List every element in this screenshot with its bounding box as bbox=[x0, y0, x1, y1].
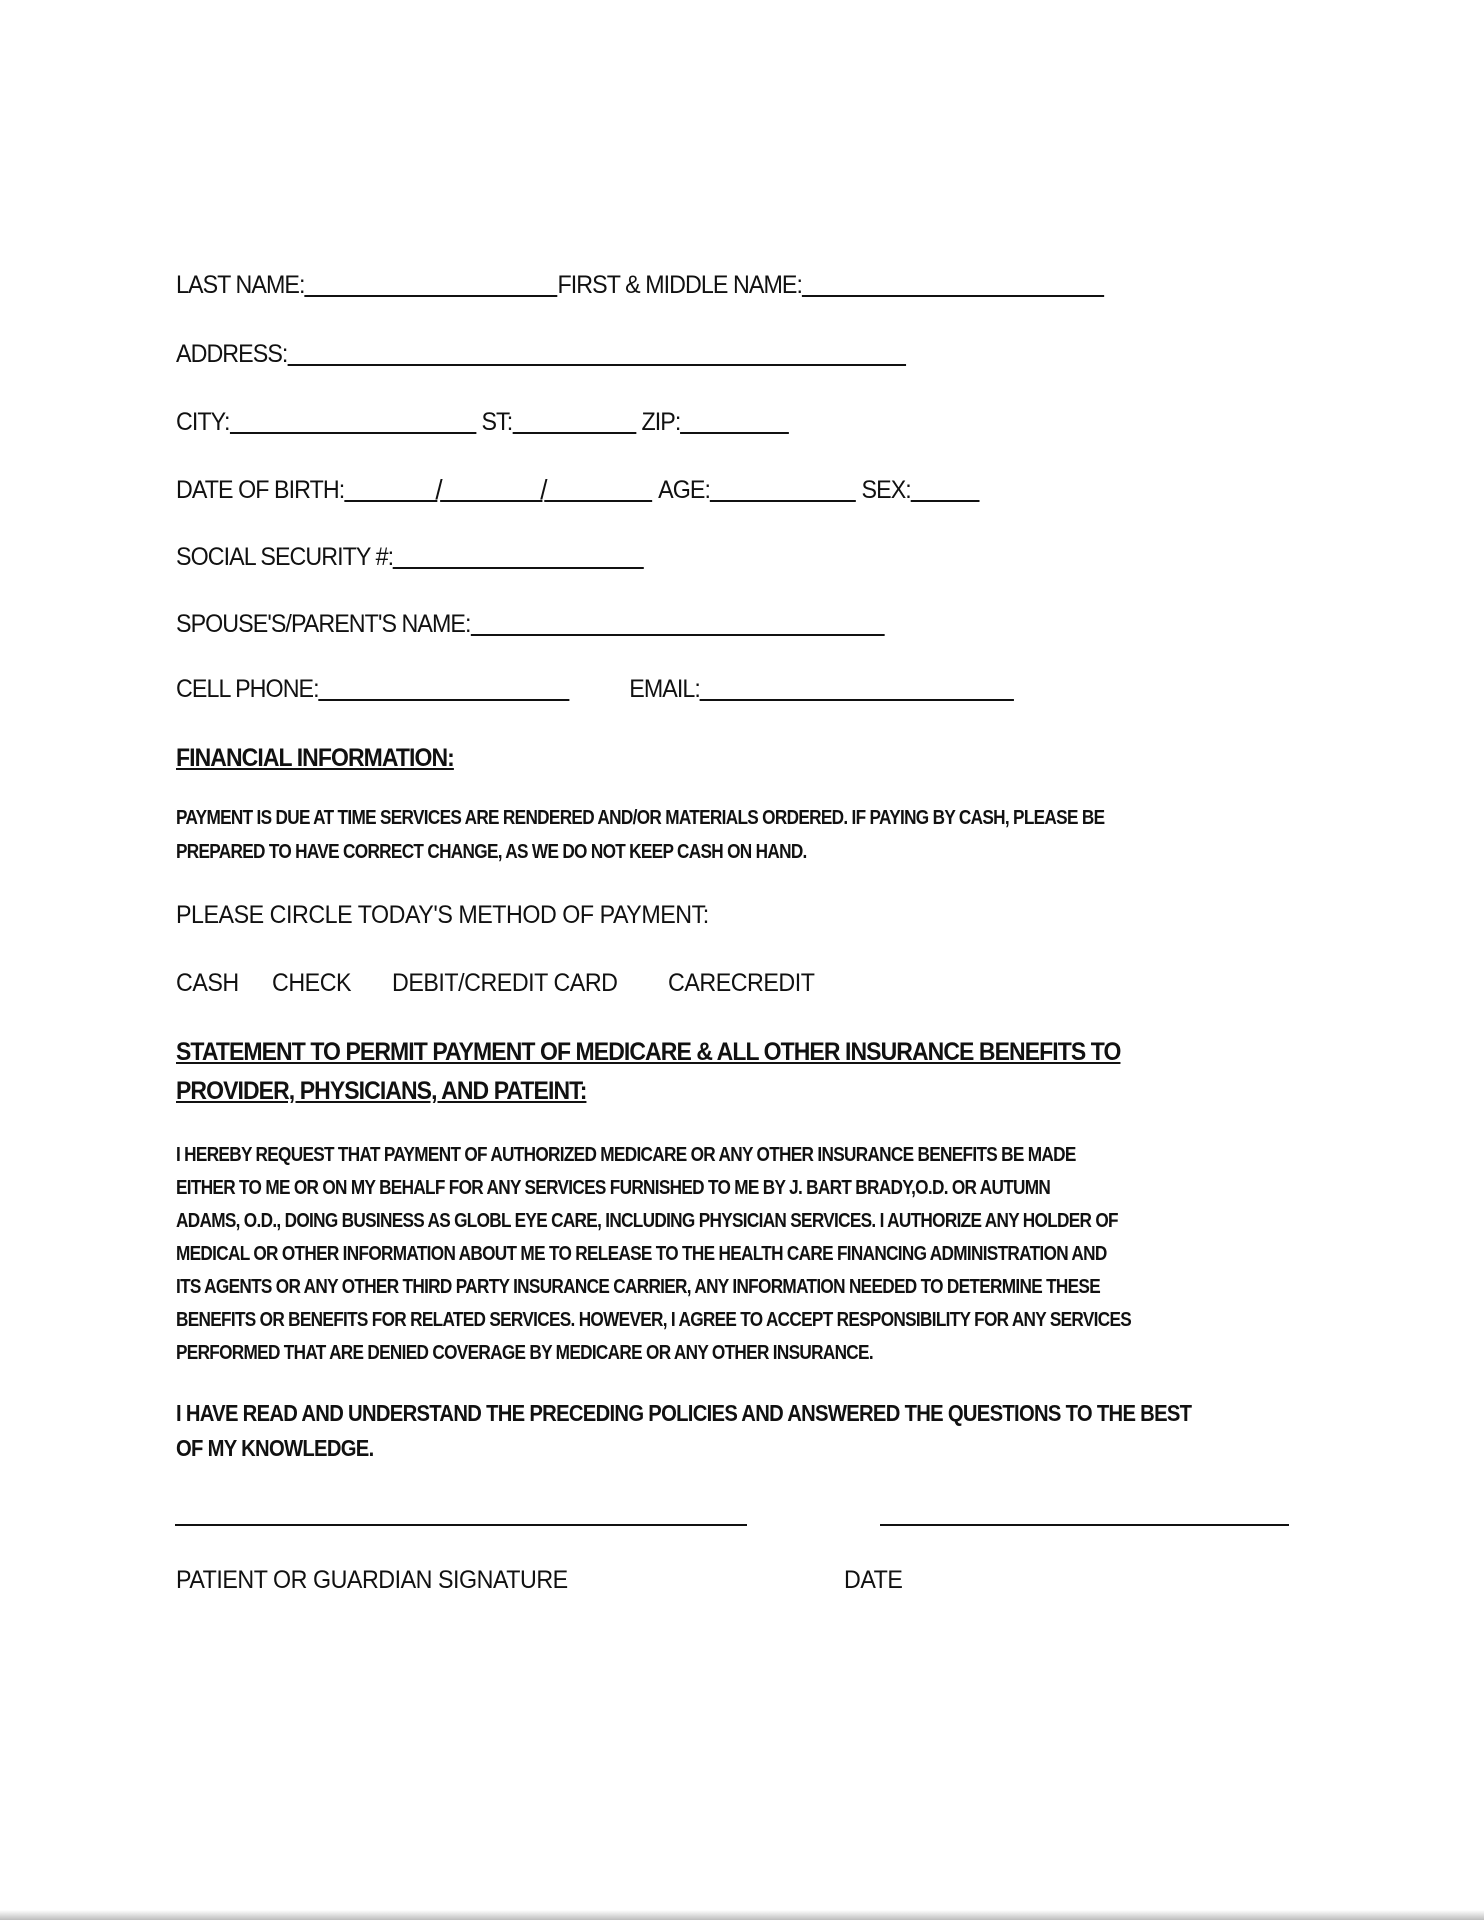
city-field[interactable] bbox=[229, 408, 475, 434]
cell-phone-label: CELL PHONE: bbox=[176, 675, 319, 703]
ssn-label: SOCIAL SECURITY #: bbox=[176, 543, 394, 571]
address-label: ADDRESS: bbox=[176, 340, 288, 368]
email-label: EMAIL: bbox=[629, 675, 700, 703]
statement-text-line: MEDICAL OR OTHER INFORMATION ABOUT ME TO RELEASE TO THE HEALTH CARE FINANCING ADMINISTRATION AND bbox=[176, 1243, 1107, 1265]
statement-heading-line: PROVIDER, PHYSICIANS, AND PATEINT: bbox=[176, 1077, 587, 1105]
statement-heading-line: STATEMENT TO PERMIT PAYMENT OF MEDICARE & ALL OTHER INSURANCE BENEFITS TO bbox=[176, 1038, 1121, 1066]
ssn-field[interactable] bbox=[393, 543, 644, 569]
spouse-row bbox=[176, 609, 884, 639]
financial-text-line: PAYMENT IS DUE AT TIME SERVICES ARE RENDERED AND/OR MATERIALS ORDERED. IF PAYING BY CASH, PLEASE BE bbox=[176, 807, 1105, 829]
statement-text-line: ADAMS, O.D., DOING BUSINESS AS GLOBL EYE CARE, INCLUDING PHYSICIAN SERVICES. I AUTHORIZE ANY HOLDER OF bbox=[176, 1210, 1118, 1232]
dob-year-field[interactable] bbox=[545, 476, 653, 502]
statement-text-line: EITHER TO ME OR ON MY BEHALF FOR ANY SERVICES FURNISHED TO ME BY J. BART BRADY,O.D. OR AUTUMN bbox=[176, 1177, 1051, 1199]
date-label: DATE bbox=[844, 1566, 903, 1594]
acknowledgement-line: I HAVE READ AND UNDERSTAND THE PRECEDING POLICIES AND ANSWERED THE QUESTIONS TO THE BEST bbox=[176, 1400, 1192, 1426]
email-field[interactable] bbox=[700, 675, 1014, 701]
dob-row bbox=[176, 475, 980, 505]
state-label: ST: bbox=[481, 408, 513, 436]
payment-method-prompt: PLEASE CIRCLE TODAY'S METHOD OF PAYMENT: bbox=[176, 901, 709, 929]
payment-option-card[interactable]: DEBIT/CREDIT CARD bbox=[392, 969, 618, 997]
ssn-row bbox=[176, 542, 644, 572]
dob-month-field[interactable] bbox=[344, 476, 437, 502]
statement-text-line: PERFORMED THAT ARE DENIED COVERAGE BY MEDICARE OR ANY OTHER INSURANCE. bbox=[176, 1342, 873, 1364]
first-middle-name-label: FIRST & MIDDLE NAME: bbox=[557, 271, 803, 299]
sex-field[interactable] bbox=[911, 476, 980, 502]
payment-option-check[interactable]: CHECK bbox=[272, 969, 352, 997]
zip-label: ZIP: bbox=[641, 408, 681, 436]
age-field[interactable] bbox=[710, 476, 856, 502]
city-label: CITY: bbox=[176, 408, 230, 436]
financial-heading: FINANCIAL INFORMATION: bbox=[176, 744, 454, 772]
signature-field[interactable] bbox=[175, 1524, 747, 1526]
zip-field[interactable] bbox=[680, 408, 789, 434]
statement-text-line: I HEREBY REQUEST THAT PAYMENT OF AUTHORIZED MEDICARE OR ANY OTHER INSURANCE BENEFITS BE MADE bbox=[176, 1144, 1076, 1166]
address-field[interactable] bbox=[287, 340, 905, 366]
dob-day-field[interactable] bbox=[440, 476, 542, 502]
cell-phone-field[interactable] bbox=[319, 675, 570, 701]
date-field[interactable] bbox=[880, 1524, 1289, 1526]
last-name-field[interactable] bbox=[305, 271, 558, 297]
signature-label: PATIENT OR GUARDIAN SIGNATURE bbox=[176, 1566, 568, 1594]
page-edge-shadow bbox=[0, 1910, 1484, 1920]
dob-separator: / bbox=[435, 474, 442, 505]
sex-label: SEX: bbox=[861, 476, 911, 504]
name-row bbox=[176, 270, 1104, 300]
payment-option-carecredit[interactable]: CARECREDIT bbox=[668, 969, 815, 997]
dob-label: DATE OF BIRTH: bbox=[176, 476, 345, 504]
dob-separator: / bbox=[540, 474, 547, 505]
statement-text-line: ITS AGENTS OR ANY OTHER THIRD PARTY INSURANCE CARRIER, ANY INFORMATION NEEDED TO DETERMINE THESE bbox=[176, 1276, 1100, 1298]
spouse-parent-name-label: SPOUSE'S/PARENT'S NAME: bbox=[176, 610, 471, 638]
age-label: AGE: bbox=[658, 476, 710, 504]
statement-text-line: BENEFITS OR BENEFITS FOR RELATED SERVICES. HOWEVER, I AGREE TO ACCEPT RESPONSIBILITY FOR ANY SERVICES bbox=[176, 1309, 1132, 1331]
contact-row bbox=[176, 674, 1014, 704]
acknowledgement-line: OF MY KNOWLEDGE. bbox=[176, 1435, 374, 1461]
address-row bbox=[176, 339, 906, 369]
first-middle-name-field[interactable] bbox=[802, 271, 1104, 297]
financial-text-line: PREPARED TO HAVE CORRECT CHANGE, AS WE DO NOT KEEP CASH ON HAND. bbox=[176, 841, 807, 863]
payment-option-cash[interactable]: CASH bbox=[176, 969, 239, 997]
city-row bbox=[176, 407, 789, 437]
spouse-parent-name-field[interactable] bbox=[471, 610, 885, 636]
last-name-label: LAST NAME: bbox=[176, 271, 305, 299]
state-field[interactable] bbox=[512, 408, 636, 434]
